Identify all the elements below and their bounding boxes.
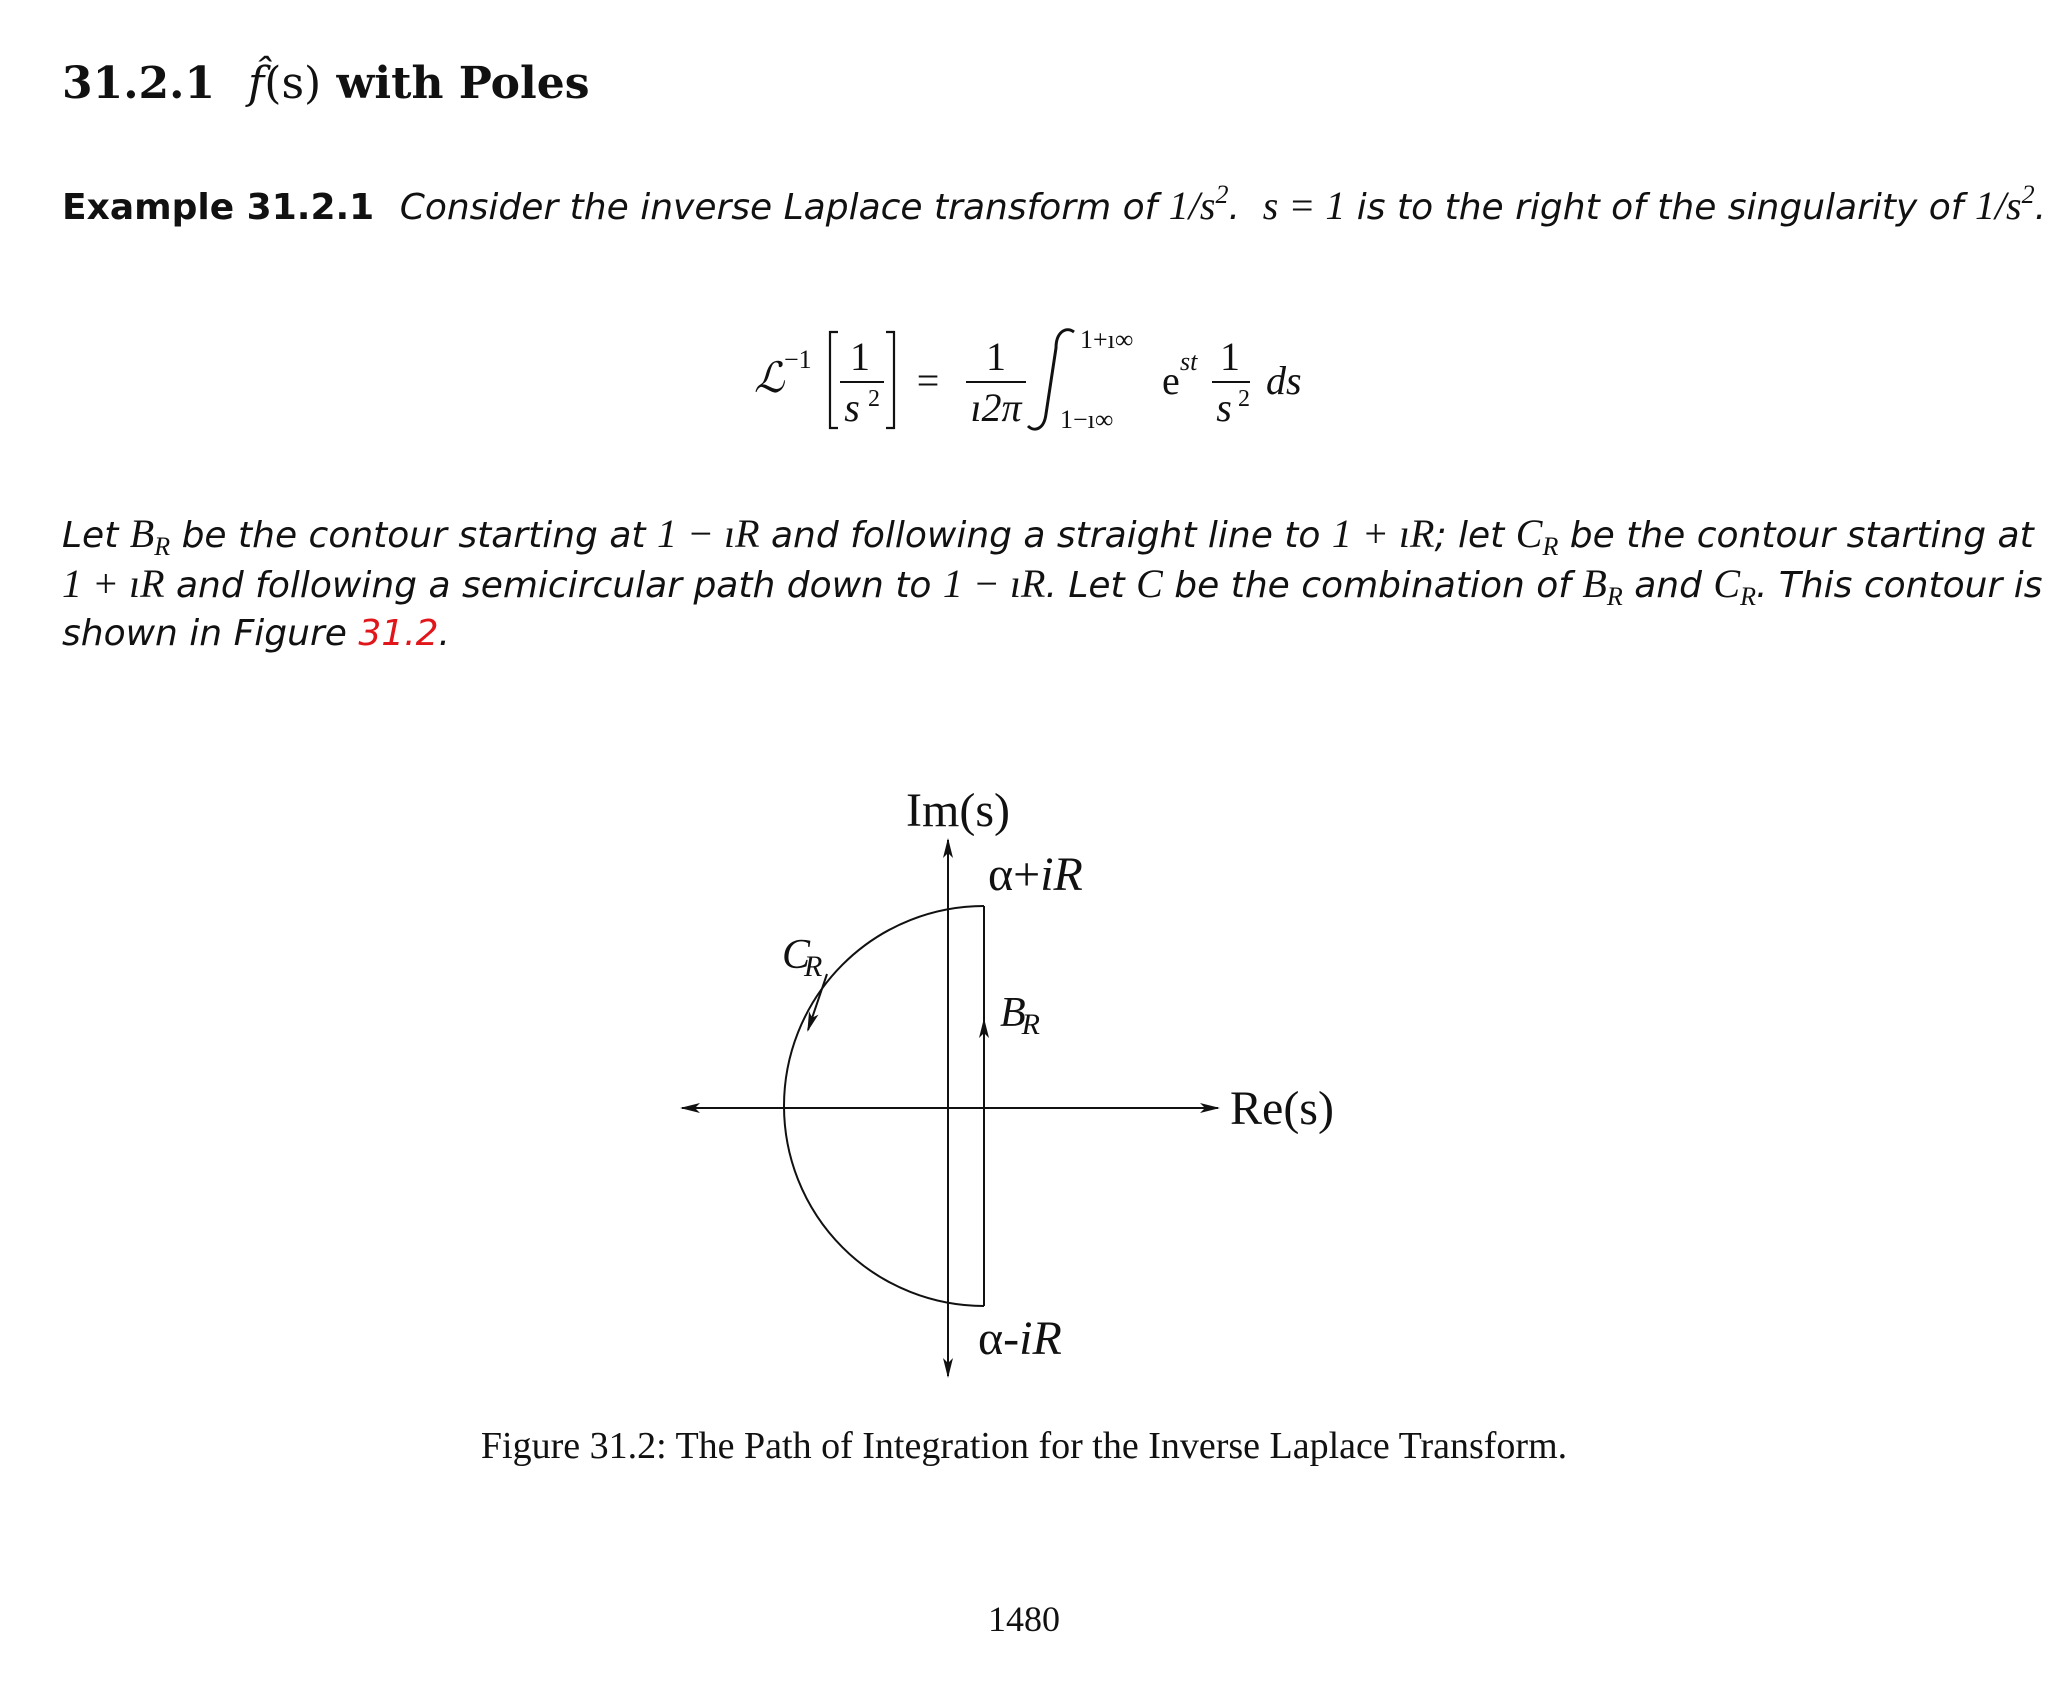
frac2-denominator: ı2π [970,385,1022,430]
heading-fhat: f̂ [248,58,265,109]
example-text-3: is to the right of the singularity of [1356,187,1964,228]
exp-base: e [1162,358,1180,403]
heading-title: with Poles [336,58,590,109]
frac3-denominator-sup: 2 [1238,386,1250,412]
example-text-1: Consider the inverse Laplace transform of [399,187,1158,228]
integral-upper-limit: 1+ı∞ [1080,325,1134,354]
example-math-3: $1/s^2$ [1974,180,2035,228]
figure-caption: Figure 31.2: The Path of Integration for the Inverse Laplace Transform. [480,1425,1568,1467]
right-bracket [886,332,894,428]
laplace-operator-sup: −1 [784,345,812,374]
frac2-numerator: 1 [986,334,1006,379]
section-number: 31.2.1 [62,58,216,109]
math-BR-1: $B_R$ [129,511,171,561]
exp-sup: st [1180,347,1198,376]
bottom-point-label: α-iR [978,1312,1062,1365]
differential: ds [1266,358,1302,403]
contour-paragraph [62,510,2043,658]
equals-sign: = [916,358,940,403]
math-CR-1: $C_R$ [1515,511,1559,561]
section-heading [62,58,590,109]
example-label: Example 31.2.1 [62,187,375,228]
math-BR-2: $B_R$ [1582,561,1623,611]
cr-label: CR [782,932,823,983]
paragraph-line-3: shown in Figure 31.2. [62,613,450,654]
integral-lower-limit: 1−ı∞ [1060,405,1114,434]
paragraph-line-1: Let $B_R$ be the contour starting at 1 − ıR and following a straight line to 1 + ıR; let $C_R$ be the contour starting at [62,511,2034,561]
frac1-denominator-sup: 2 [868,386,880,412]
page-number: 1480 [988,1599,1060,1639]
example-math-2: s = 1 [1262,183,1346,228]
example-math-1: $1/s^2$ [1168,180,1229,228]
heading-arg: (s) [264,58,322,109]
laplace-operator: ℒ [754,356,785,402]
top-point-label: α+iR [988,848,1083,901]
integration-path-figure [640,760,1400,1410]
paragraph-line-2: 1 + ıR and following a semicircular path down to 1 − ıR. Let C be the combination of $B_R$ and $C_R$. This contour is [62,561,2043,611]
figure-reference-link[interactable]: 31.2 [358,613,439,654]
frac1-numerator: 1 [850,334,870,379]
example-paragraph [62,180,2047,229]
example-text-2: . [1228,187,1240,228]
im-axis-label: Im(s) [906,784,1010,837]
example-text-4: . [2034,187,2047,228]
math-CR-2: $C_R$ [1713,561,1756,611]
inverse-laplace-equation [740,318,1360,438]
re-axis-label: Re(s) [1230,1082,1334,1135]
br-label: BR [1000,990,1040,1041]
frac3-denominator: s [1216,385,1232,430]
frac1-denominator: s [844,385,860,430]
frac3-numerator: 1 [1220,334,1240,379]
left-bracket [830,332,838,428]
